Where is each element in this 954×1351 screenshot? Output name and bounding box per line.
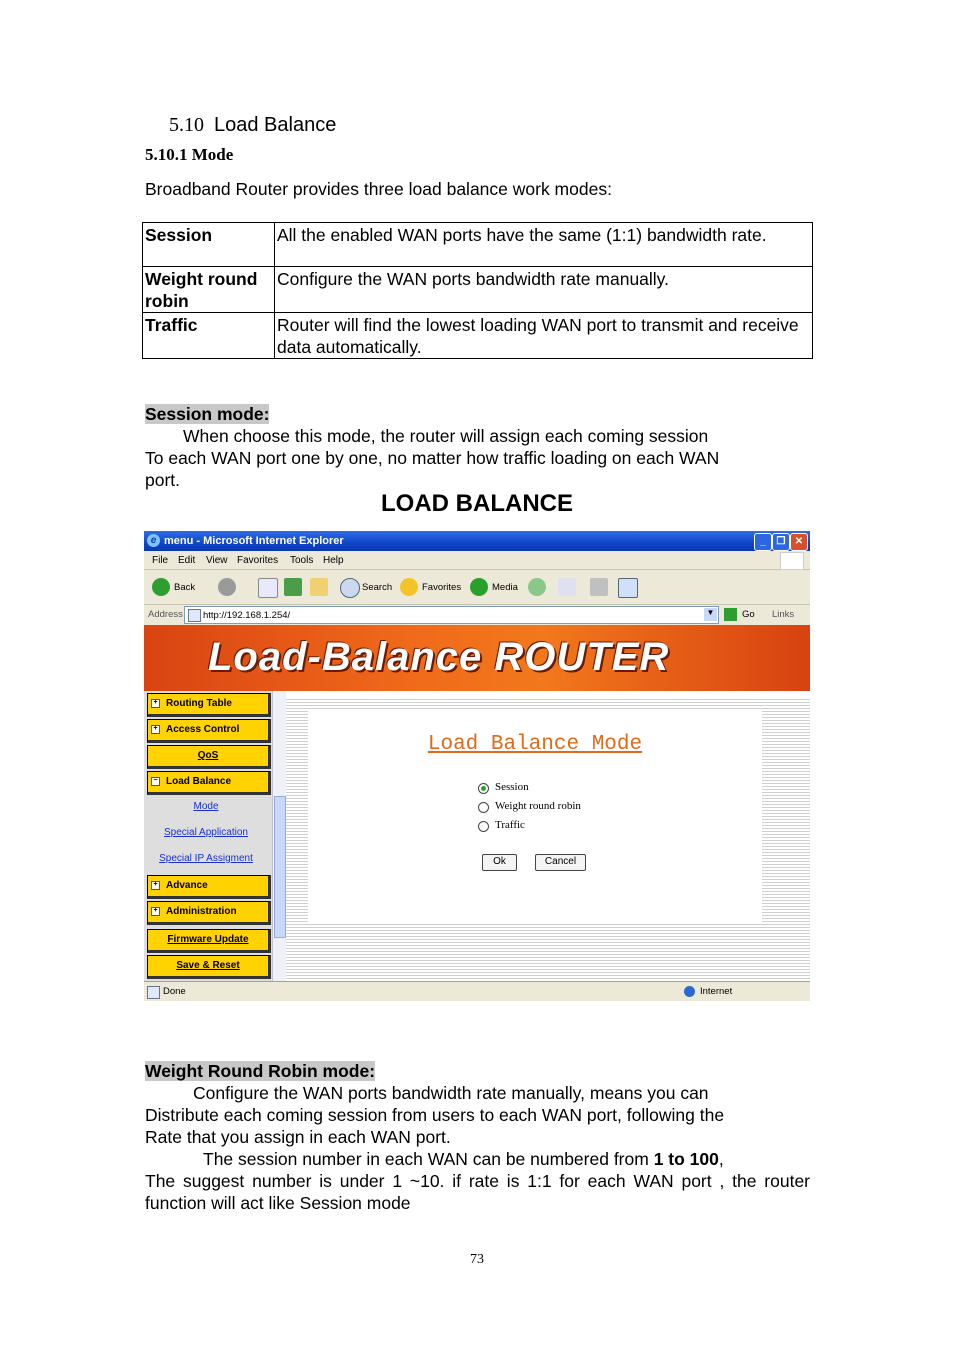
close-icon[interactable]: ✕ xyxy=(790,533,808,551)
session-mode-line3: port. xyxy=(145,470,181,490)
sidebar-item-label: Access Control xyxy=(166,724,240,735)
back-button-label[interactable]: Back xyxy=(174,582,196,593)
sidebar-link-special-ip[interactable]: Special IP Assigment xyxy=(159,853,253,864)
sidebar-link-mode[interactable]: Mode xyxy=(193,801,219,812)
sidebar-menu xyxy=(144,691,284,981)
address-bar xyxy=(144,605,810,625)
expand-icon: + xyxy=(151,725,160,734)
menu-help[interactable]: Help xyxy=(323,555,344,566)
wrr-line3: Rate that you assign in each WAN port. xyxy=(145,1127,451,1147)
wrr-line5: The suggest number is under 1 ~10. if rate is 1:1 for each WAN port , the router function will act like Session mode xyxy=(145,1171,810,1213)
search-button-label[interactable]: Search xyxy=(362,582,393,593)
expand-icon: + xyxy=(151,699,160,708)
table-row xyxy=(143,313,813,359)
modes-table xyxy=(142,222,813,359)
window-titlebar xyxy=(144,531,810,551)
media-icon[interactable] xyxy=(470,578,488,596)
sidebar-item-label: Routing Table xyxy=(166,698,232,709)
banner-title: Load-Balance ROUTER xyxy=(208,635,670,679)
browser-screenshot xyxy=(144,531,810,1001)
status-done: Done xyxy=(163,986,186,997)
sidebar-scrollbar[interactable] xyxy=(272,691,286,981)
mode-key: Traffic xyxy=(143,313,275,359)
session-mode-line2: To each WAN port one by one, no matter how traffic loading on each WAN xyxy=(145,448,720,468)
minimize-icon[interactable]: _ xyxy=(754,533,772,551)
status-bar xyxy=(144,981,810,1001)
wrr-line4-range: 1 to 100 xyxy=(653,1149,719,1169)
session-mode-heading xyxy=(145,403,269,425)
table-row xyxy=(143,267,813,313)
router-page xyxy=(144,625,810,981)
wrr-line1: Configure the WAN ports bandwidth rate manually, means you can xyxy=(193,1083,709,1103)
go-arrow-icon[interactable] xyxy=(724,608,737,621)
radio-session[interactable] xyxy=(478,783,489,794)
sidebar-item-routing-table[interactable] xyxy=(147,693,271,717)
maximize-icon[interactable]: ❐ xyxy=(772,533,790,551)
mode-key: Session xyxy=(143,223,275,267)
sidebar-item-qos[interactable] xyxy=(147,745,271,769)
browser-toolbar xyxy=(144,570,810,605)
wrr-mode-heading-text: Weight Round Robin mode: xyxy=(145,1061,376,1081)
page-number: 73 xyxy=(470,1252,484,1267)
history-icon[interactable] xyxy=(528,578,546,596)
scrollbar-thumb[interactable] xyxy=(274,796,286,938)
sidebar-item-administration[interactable] xyxy=(147,901,271,925)
page-icon xyxy=(188,609,201,622)
sidebar-item-label: Save & Reset xyxy=(176,960,240,971)
wrr-line4-post: , xyxy=(718,1149,724,1169)
forward-arrow-icon[interactable] xyxy=(218,578,236,596)
menu-bar xyxy=(144,551,810,570)
section-title: Load Balance xyxy=(214,114,337,136)
print-icon[interactable] xyxy=(590,578,608,596)
menu-file[interactable]: File xyxy=(152,555,169,566)
session-mode-heading-text: Session mode: xyxy=(145,404,270,424)
sidebar-item-save-reset[interactable] xyxy=(147,955,271,979)
router-banner xyxy=(144,625,810,691)
sidebar-item-label: Advance xyxy=(166,880,208,891)
radio-label-weight-round-robin: Weight round robin xyxy=(495,800,581,812)
section-heading xyxy=(169,114,336,137)
wrr-line4 xyxy=(203,1148,724,1170)
menu-view[interactable]: View xyxy=(206,555,228,566)
refresh-icon[interactable] xyxy=(284,578,302,596)
sidebar-item-label: Administration xyxy=(166,906,237,917)
mode-desc: Router will find the lowest loading WAN port to transmit and receive data automatically. xyxy=(275,313,813,359)
mode-panel xyxy=(308,711,762,923)
status-zone: Internet xyxy=(700,986,733,997)
globe-icon xyxy=(684,986,695,997)
links-label[interactable]: Links xyxy=(772,609,795,620)
radio-label-traffic: Traffic xyxy=(495,819,525,831)
chevron-down-icon[interactable]: ▼ xyxy=(704,608,717,621)
wrr-line2: Distribute each coming session from users to each WAN port, following the xyxy=(145,1105,725,1125)
mail-icon[interactable] xyxy=(558,578,576,596)
address-url: http://192.168.1.254/ xyxy=(203,610,291,621)
menu-edit[interactable]: Edit xyxy=(178,555,196,566)
window-title: menu - Microsoft Internet Explorer xyxy=(164,535,344,547)
radio-weight-round-robin[interactable] xyxy=(478,802,489,813)
sidebar-item-label: Load Balance xyxy=(166,776,232,787)
page-done-icon xyxy=(147,986,160,999)
edit-icon[interactable] xyxy=(618,578,638,598)
mode-desc: Configure the WAN ports bandwidth rate manually. xyxy=(275,267,813,313)
subsection-heading: 5.10.1 Mode xyxy=(145,145,234,164)
go-button-label[interactable]: Go xyxy=(742,609,755,620)
wrr-line4-pre: The session number in each WAN can be numbered from xyxy=(203,1149,654,1169)
ok-button[interactable]: Ok xyxy=(482,854,517,871)
expand-icon: + xyxy=(151,907,160,916)
stop-icon[interactable] xyxy=(258,578,278,598)
sidebar-item-load-balance[interactable] xyxy=(147,771,271,795)
cancel-button[interactable]: Cancel xyxy=(535,854,586,871)
sidebar-item-label: Firmware Update xyxy=(167,934,249,945)
sidebar-item-advance[interactable] xyxy=(147,875,271,899)
sidebar-item-firmware-update[interactable] xyxy=(147,929,271,953)
collapse-icon: − xyxy=(151,777,160,786)
mode-key: Weight round robin xyxy=(143,267,275,313)
back-arrow-icon[interactable] xyxy=(152,578,170,596)
session-mode-line1: When choose this mode, the router will assign each coming session xyxy=(183,426,709,446)
search-icon[interactable] xyxy=(340,578,360,598)
wrr-mode-heading xyxy=(145,1060,375,1082)
panel-title: Load Balance Mode xyxy=(427,733,643,756)
favorites-star-icon[interactable] xyxy=(400,578,418,596)
radio-label-session: Session xyxy=(495,781,529,793)
menu-tools[interactable]: Tools xyxy=(290,555,314,566)
home-icon[interactable] xyxy=(310,578,328,596)
menu-favorites[interactable]: Favorites xyxy=(237,555,279,566)
sidebar-item-label: QoS xyxy=(197,750,219,761)
section-number: 5.10 xyxy=(169,114,204,136)
expand-icon: + xyxy=(151,881,160,890)
sidebar-item-access-control[interactable] xyxy=(147,719,271,743)
media-button-label[interactable]: Media xyxy=(492,582,518,593)
radio-traffic[interactable] xyxy=(478,821,489,832)
table-row xyxy=(143,223,813,267)
intro-paragraph: Broadband Router provides three load balance work modes: xyxy=(145,179,612,199)
windows-logo-icon xyxy=(780,552,804,570)
ie-icon: e xyxy=(147,534,160,547)
address-input[interactable] xyxy=(184,606,719,624)
figure-title: LOAD BALANCE xyxy=(381,490,573,517)
favorites-button-label[interactable]: Favorites xyxy=(422,582,462,593)
mode-desc: All the enabled WAN ports have the same (1:1) bandwidth rate. xyxy=(275,223,813,267)
sidebar-link-special-application[interactable]: Special Application xyxy=(164,827,248,838)
address-label: Address xyxy=(148,609,183,620)
